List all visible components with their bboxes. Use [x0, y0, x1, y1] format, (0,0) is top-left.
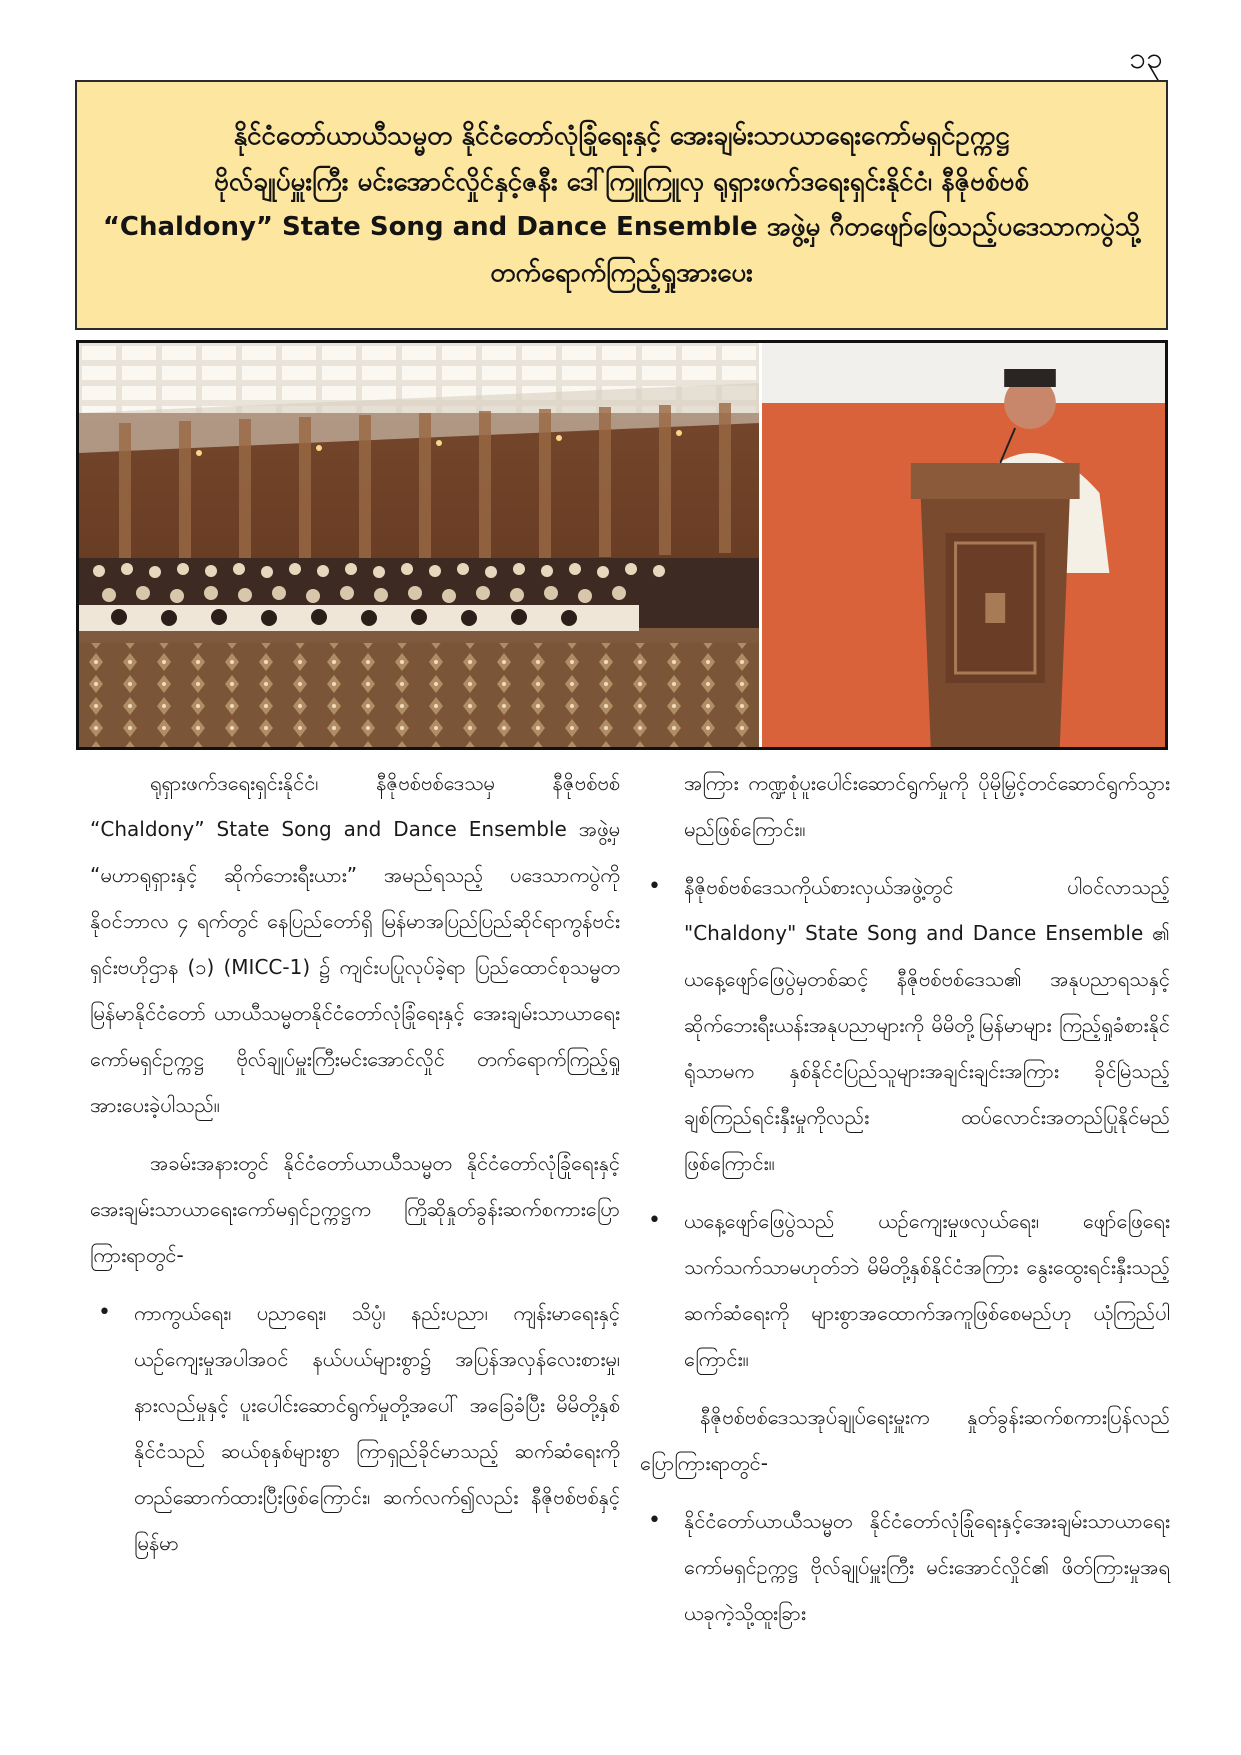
bullet-list: [90, 1290, 620, 1566]
audience-hall-photo: [79, 343, 759, 747]
bullet-item: [640, 1198, 1170, 1382]
headline: [103, 114, 1140, 296]
article-column-right: [640, 760, 1170, 1648]
headline-line: နိုင်ငံတော်ယာယီသမ္မတ နိုင်ငံတော်လုံခြုံရေးနှင့် အေးချမ်းသာယာရေးကော်မရှင်ဥက္ကဋ္ဌ: [233, 121, 1010, 151]
bullet-list: [640, 864, 1170, 1382]
bullet-item: [640, 1498, 1170, 1636]
article-column-left: [90, 760, 620, 1578]
headline-line: “Chaldony” State Song and Dance Ensemble အဖွဲ့မှ ဂီတဖျော်ဖြေသည့်ပဒေသာကပွဲသို့: [102, 212, 1141, 242]
bullet-item: [640, 864, 1170, 1186]
bullet-icon: •: [648, 1208, 661, 1233]
bullet-text: နီဇိုဗစ်ဗစ်ဒေသကိုယ်စားလှယ်အဖွဲ့တွင် ပါဝင်လာသည့် "Chaldony" State Song and Dance Ensemble ၏ ယနေ့ဖျော်ဖြေပွဲမှတစ်ဆင့် နီဇိုဗစ်ဗစ်ဒေသ၏ အနုပညာရသနှင့် ဆိုက်ဘေးရီးယန်းအနုပညာများကို မိမိတို့မြန်မာများ ကြည့်ရှုခံစားနိုင်ရုံသာမက နှစ်နိုင်ငံပြည်သူများအချင်းချင်းအကြား ခိုင်မြဲသည့် ချစ်ကြည်ရင်းနှီးမှုကိုလည်း ထပ်လောင်းအတည်ပြုနိုင်မည်ဖြစ်ကြောင်း။: [684, 875, 1170, 1175]
headline-box: [75, 80, 1168, 330]
bullet-icon: •: [98, 1300, 111, 1325]
speaker-podium-photo: [759, 343, 1165, 747]
headline-line: တက်ရောက်ကြည့်ရှုအားပေး: [490, 257, 753, 288]
speaker-podium-illustration: [762, 343, 1165, 747]
headline-line: ဗိုလ်ချုပ်မှူးကြီး မင်းအောင်လှိုင်နှင့်ဇနီး ဒေါ်ကြူကြူလှ ရုရှားဖက်ဒရေးရှင်းနိုင်ငံ၊ နီဇိုဗစ်ဗစ်: [214, 166, 1029, 197]
bullet-text: နိုင်ငံတော်ယာယီသမ္မတ နိုင်ငံတော်လုံခြုံရေးနှင့်အေးချမ်းသာယာရေးကော်မရှင်ဥက္ကဋ္ဌ ဗိုလ်ချုပ်မှူးကြီး မင်းအောင်လှိုင်၏ ဖိတ်ကြားမှုအရ ယခုကဲ့သို့ထူးခြား: [684, 1509, 1170, 1625]
body-paragraph: ရုရှားဖက်ဒရေးရှင်းနိုင်ငံ၊ နီဇိုဗစ်ဗစ်ဒေသမှ နီဇိုဗစ်ဗစ် “Chaldony” State Song and Dance Ensemble အဖွဲ့မှ “မဟာရုရှားနှင့် ဆိုက်ဘေးရီးယား” အမည်ရသည့် ပဒေသာကပွဲကို နိုဝင်ဘာလ ၄ ရက်တွင် နေပြည်တော်ရှိ မြန်မာအပြည်ပြည်ဆိုင်ရာကွန်ဗင်းရှင်းဗဟိုဌာန (၁) (MICC-1) ၌ ကျင်းပပြုလုပ်ခဲ့ရာ ပြည်ထောင်စုသမ္မတမြန်မာနိုင်ငံတော် ယာယီသမ္မတနိုင်ငံတော်လုံခြုံရေးနှင့် အေးချမ်းသာယာရေး ကော်မရှင်ဥက္ကဋ္ဌ ဗိုလ်ချုပ်မှူးကြီးမင်းအောင်လှိုင် တက်ရောက်ကြည့်ရှုအားပေးခဲ့ပါသည်။: [90, 771, 620, 1117]
bullet-text: ယနေ့ဖျော်ဖြေပွဲသည် ယဉ်ကျေးမှုဖလှယ်ရေး၊ ဖျော်ဖြေရေးသက်သက်သာမဟုတ်ဘဲ မိမိတို့နှစ်နိုင်ငံအကြား နွေးထွေးရင်းနှီးသည့်ဆက်ဆံရေးကို များစွာအထောက်အကူဖြစ်စေမည်ဟု ယုံကြည်ပါကြောင်း။: [684, 1209, 1170, 1371]
page-number: ၁၃: [1129, 41, 1163, 76]
photo-strip: [76, 340, 1168, 750]
bullet-icon: •: [648, 1508, 661, 1533]
bullet-icon: •: [648, 874, 661, 899]
audience-hall-illustration: [79, 343, 759, 747]
body-paragraph-continued: အကြား ကဏ္ဍစုံပူးပေါင်းဆောင်ရွက်မှုကို ပိုမိုမြှင့်တင်ဆောင်ရွက်သွားမည်ဖြစ်ကြောင်း။: [684, 771, 1170, 841]
bullet-text: ကာကွယ်ရေး၊ ပညာရေး၊ သိပ္ပံ၊ နည်းပညာ၊ ကျန်းမာရေးနှင့် ယဉ်ကျေးမှုအပါအဝင် နယ်ပယ်များစွာ၌ အပြန်အလှန်လေးစားမှု၊ နားလည်မှုနှင့် ပူးပေါင်းဆောင်ရွက်မှုတို့အပေါ် အခြေခံပြီး မိမိတို့နှစ်နိုင်ငံသည် ဆယ်စုနှစ်များစွာ ကြာရှည်ခိုင်မာသည့် ဆက်ဆံရေးကို တည်ဆောက်ထားပြီးဖြစ်ကြောင်း၊ ဆက်လက်၍လည်း နီဇိုဗစ်ဗစ်နှင့် မြန်မာ: [134, 1301, 620, 1555]
bullet-list: [640, 1498, 1170, 1636]
body-paragraph: အခမ်းအနားတွင် နိုင်ငံတော်ယာယီသမ္မတ နိုင်ငံတော်လုံခြုံရေးနှင့်အေးချမ်းသာယာရေးကော်မရှင်ဥက္ကဋ္ဌက ကြိုဆိုနှုတ်ခွန်းဆက်စကားပြောကြားရာတွင်-: [90, 1151, 620, 1267]
bullet-item: [90, 1290, 620, 1566]
body-paragraph: နီဇိုဗစ်ဗစ်ဒေသအုပ်ချုပ်ရေးမှူးက နှုတ်ခွန်းဆက်စကားပြန်လည်ပြောကြားရာတွင်-: [640, 1405, 1170, 1475]
